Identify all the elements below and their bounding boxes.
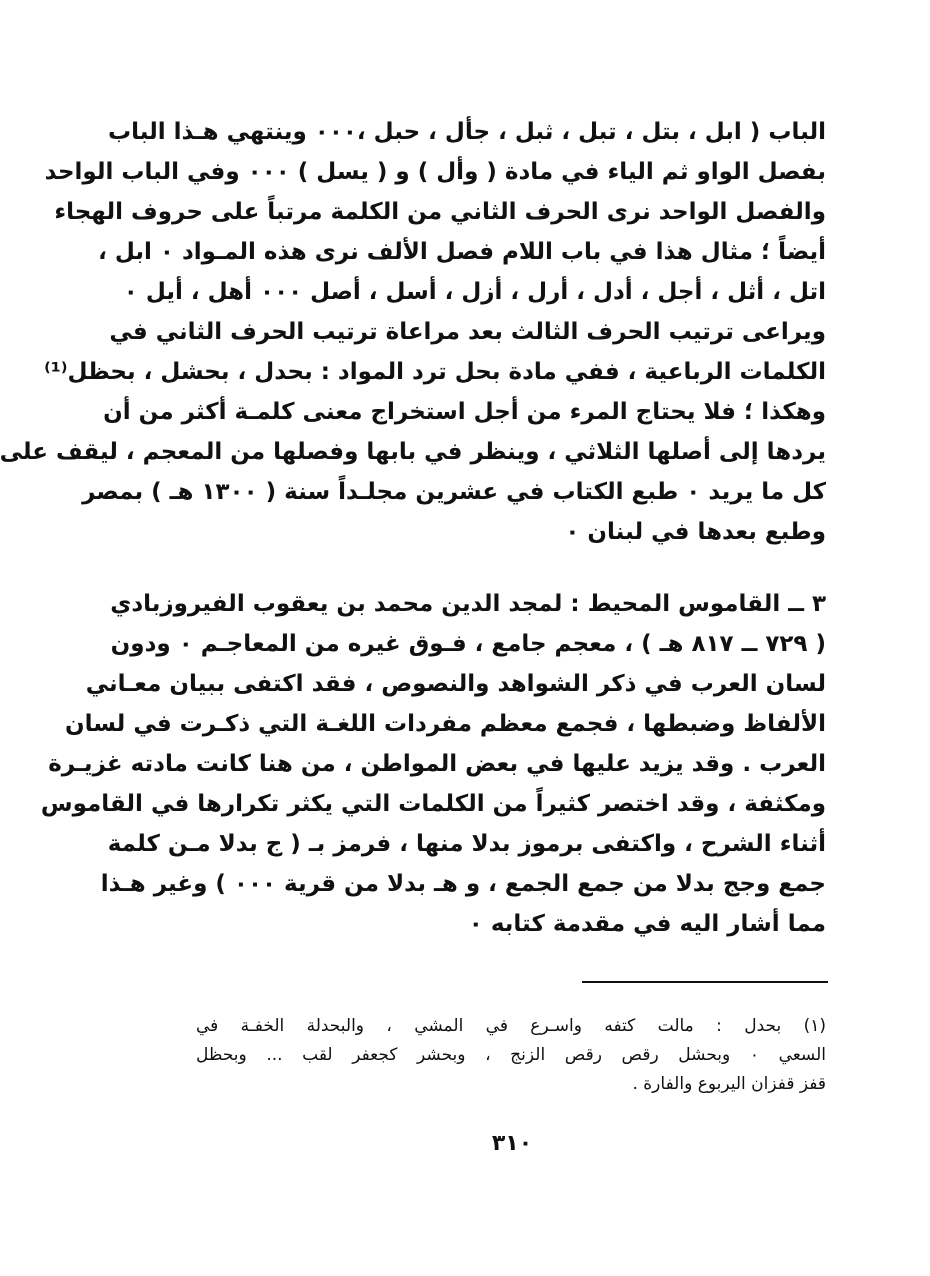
text-line: الألفاظ وضبطها ، فجمع معظم مفردات اللغـة التي ذكـرت في لسان <box>65 711 826 737</box>
main-text <box>0 112 826 944</box>
text-line: مما أشار اليه في مقدمة كتابه ٠ <box>468 911 826 937</box>
paragraph-gap <box>196 552 826 584</box>
text-line: العرب . وقد يزيد عليها في بعض المواطن ، من هنا كانت مادته غزيـرة <box>48 751 826 777</box>
footnote-line: السعي ٠ وبحشل رقص رقص الزنج ، وبحشر كجعفر لقب ... وبحظل <box>196 1045 827 1065</box>
text-line: ويراعى ترتيب الحرف الثالث بعد مراعاة ترتيب الحرف الثاني في <box>109 319 826 345</box>
text-line: كل ما يريد ٠ طبع الكتاب في عشرين مجلـداً سنة ( ١٣٠٠ هـ ) بمصر <box>82 479 826 505</box>
text-line: أيضاً ؛ مثال هذا في باب اللام فصل الألف نرى هذه المـواد ٠ ابل ، <box>98 239 826 265</box>
footnote-line: (١) بحدل : مالت كتفه واسـرع في المشي ، والبحدلة الخفـة في <box>196 1016 826 1036</box>
text-line: لسان العرب في ذكر الشواهد والنصوص ، فقد اكتفى ببيان معـاني <box>85 671 826 697</box>
paragraph-2 <box>0 312 826 552</box>
footnote <box>196 1012 826 1099</box>
text-line: وهكذا ؛ فلا يحتاج المرء من أجل استخراج معنى كلمـة أكثر من أن <box>103 399 826 425</box>
text-line: ( ٧٢٩ ــ ٨١٧ هـ ) ، معجم جامع ، فـوق غيره من المعاجـم ٠ ودون <box>110 631 826 657</box>
footnote-separator <box>582 981 828 983</box>
text-line: ٣ ــ القاموس المحيط : لمجد الدين محمد بن يعقوب الفيروزبادي <box>110 591 826 617</box>
text-line: وطبع بعدها في لبنان ٠ <box>565 519 826 545</box>
text-line: بفصل الواو ثم الياء في مادة ( وأل ) و ( يسل ) ٠٠٠ وفي الباب الواحد <box>44 159 826 185</box>
text-line: والفصل الواحد نرى الحرف الثاني من الكلمة مرتباً على حروف الهجاء <box>54 199 826 225</box>
text-line: يردها إلى أصلها الثلاثي ، وينظر في بابها وفصلها من المعجم ، ليقف على <box>0 439 826 465</box>
paragraph-1 <box>44 112 826 312</box>
text-line: الكلمات الرباعية ، ففي مادة بحل ترد المواد : بحدل ، بحشل ، بحظل⁽¹⁾ <box>44 359 826 385</box>
footnote-line: قفز قفزان اليربوع والفارة . <box>632 1074 826 1094</box>
text-line: ومكثفة ، وقد اختصر كثيراً من الكلمات التي يكثر تكرارها في القاموس <box>40 791 826 817</box>
paragraph-3 <box>40 584 826 944</box>
text-line: جمع وجج بدلا من جمع الجمع ، و هـ بدلا من قرية ٠٠٠ ) وغير هـذا <box>100 871 826 897</box>
text-line: اتل ، أثل ، أجل ، أدل ، أرل ، أزل ، أسل ، أصل ٠٠٠ أهل ، أيل ٠ <box>123 279 826 305</box>
page-number: ٣١٠ <box>491 1131 533 1156</box>
text-line: أثناء الشرح ، واكتفى برموز بدلا منها ، فرمز بـ ( ج بدلا مـن كلمة <box>107 831 826 857</box>
text-line: الباب ( ابل ، بتل ، تبل ، ثبل ، جأل ، حبل ،٠٠٠ وينتهي هـذا الباب <box>107 119 826 145</box>
